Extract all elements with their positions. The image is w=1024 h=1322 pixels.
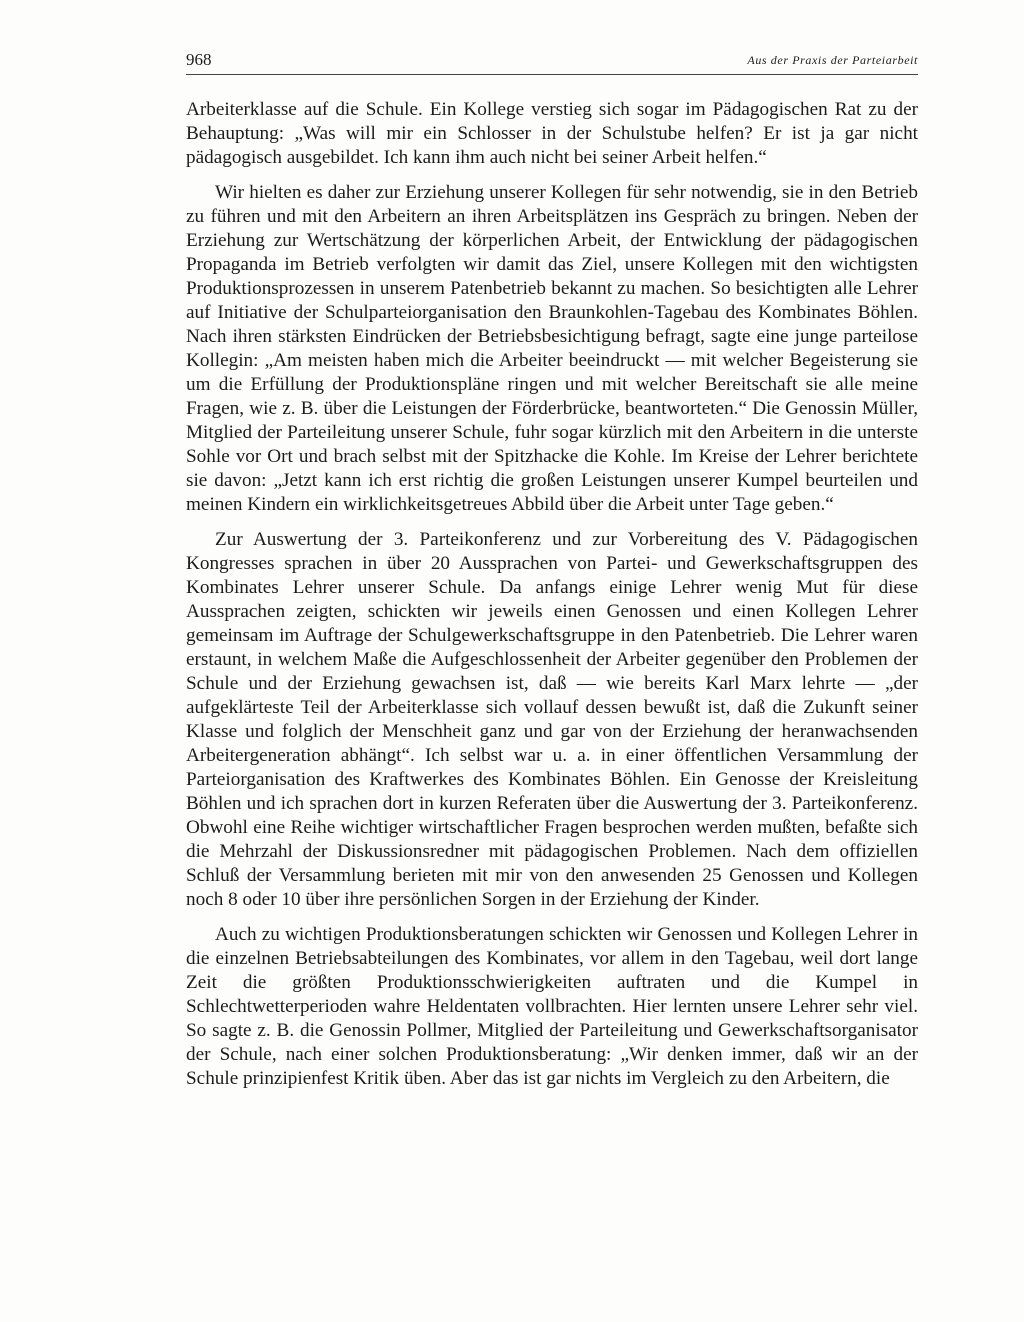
paragraph-2: Wir hielten es daher zur Erziehung unserer Kollegen für sehr notwendig, sie in den Betrieb zu führen und mit den Arbeitern an ihren Arbeitsplätzen ins Gespräch zu bringen. Neben der Erziehung zur Wertschätzung der körperlichen Arbeit, der Entwicklung der pädagogischen Propaganda im Betrieb verfolgten wir damit das Ziel, unsere Kollegen mit den wichtigsten Produktionsprozessen in unserem Patenbetrieb bekannt zu machen. So besichtigten alle Lehrer auf Initiative der Schulparteiorganisation den Braunkohlen-Tagebau des Kombinates Böhlen. Nach ihren stärksten Eindrücken der Betriebsbesichtigung befragt, sagte eine junge parteilose Kollegin: „Am meisten haben mich die Arbeiter beeindruckt — mit welcher Begeisterung sie um die Erfüllung der Produktionspläne ringen und mit welcher Bereitschaft sie alle meine Fragen, wie z. B. über die Leistungen der Förderbrücke, beantworteten.“ Die Genossin Müller, Mitglied der Parteileitung unserer Schule, fuhr sogar kürzlich mit den Arbeitern in die unterste Sohle vor Ort und brach selbst mit der Spitzhacke die Kohle. Im Kreise der Lehrer berichtete sie davon: „Jetzt kann ich erst richtig die großen Leistungen unserer Kumpel beurteilen und meinen Kindern ein wirklichkeitsgetreues Abbild über die Arbeit unter Tage geben.“ <box>186 182 918 515</box>
paragraph-4: Auch zu wichtigen Produktionsberatungen schickten wir Genossen und Kollegen Lehrer in die einzelnen Betriebsabteilungen des Kombinates, vor allem in den Tagebau, weil dort lange Zeit die größten Produktionsschwierigkeiten auftraten und die Kumpel in Schlechtwetterperioden wahre Heldentaten vollbrachten. Hier lernten unsere Lehrer sehr viel. So sagte z. B. die Genossin Pollmer, Mitglied der Parteileitung und Gewerkschaftsorganisator der Schule, nach einer solchen Produktionsberatung: „Wir denken immer, daß wir an der Schule prinzipienfest Kritik üben. Aber das ist gar nichts im Vergleich zu den Arbeitern, die <box>186 924 918 1089</box>
body-text <box>186 98 918 1091</box>
page-header <box>186 50 918 75</box>
paragraph-1: Arbeiterklasse auf die Schule. Ein Kollege verstieg sich sogar im Pädagogischen Rat zu der Behauptung: „Was will mir ein Schlosser in der Schulstube helfen? Er ist ja gar nicht pädagogisch ausgebildet. Ich kann ihm auch nicht bei seiner Arbeit helfen.“ <box>186 99 918 168</box>
page-number: 968 <box>186 50 212 69</box>
running-head: Aus der Praxis der Parteiarbeit <box>747 53 918 67</box>
paragraph-3: Zur Auswertung der 3. Parteikonferenz und zur Vorbereitung des V. Pädagogischen Kongresses sprachen in über 20 Aussprachen von Partei- und Gewerkschaftsgruppen des Kombinates Lehrer unserer Schule. Da anfangs einige Lehrer wenig Mut für diese Aussprachen zeigten, schickten wir jeweils einen Genossen und einen Kollegen Lehrer gemeinsam im Auftrage der Schulgewerkschaftsgruppe in den Patenbetrieb. Die Lehrer waren erstaunt, in welchem Maße die Aufgeschlossenheit der Arbeiter gegenüber den Problemen der Schule und der Erziehung gewachsen ist, daß — wie bereits Karl Marx lehrte — „der aufgeklärteste Teil der Arbeiterklasse sich vollauf dessen bewußt ist, daß die Zukunft seiner Klasse und folglich der Menschheit ganz und gar von der Erziehung der heranwachsenden Arbeitergeneration abhängt“. Ich selbst war u. a. in einer öffentlichen Versammlung der Parteiorganisation des Kraftwerkes des Kombinates Böhlen. Ein Genosse der Kreisleitung Böhlen und ich sprachen dort in kurzen Referaten über die Auswertung der 3. Parteikonferenz. Obwohl eine Reihe wichtiger wirtschaftlicher Fragen besprochen werden mußten, befaßte sich die Mehrzahl der Diskussionsredner mit pädagogischen Problemen. Nach dem offiziellen Schluß der Versammlung berieten mit mir von den anwesenden 25 Genossen und Kollegen noch 8 oder 10 über ihre persönlichen Sorgen in der Erziehung der Kinder. <box>186 529 918 910</box>
